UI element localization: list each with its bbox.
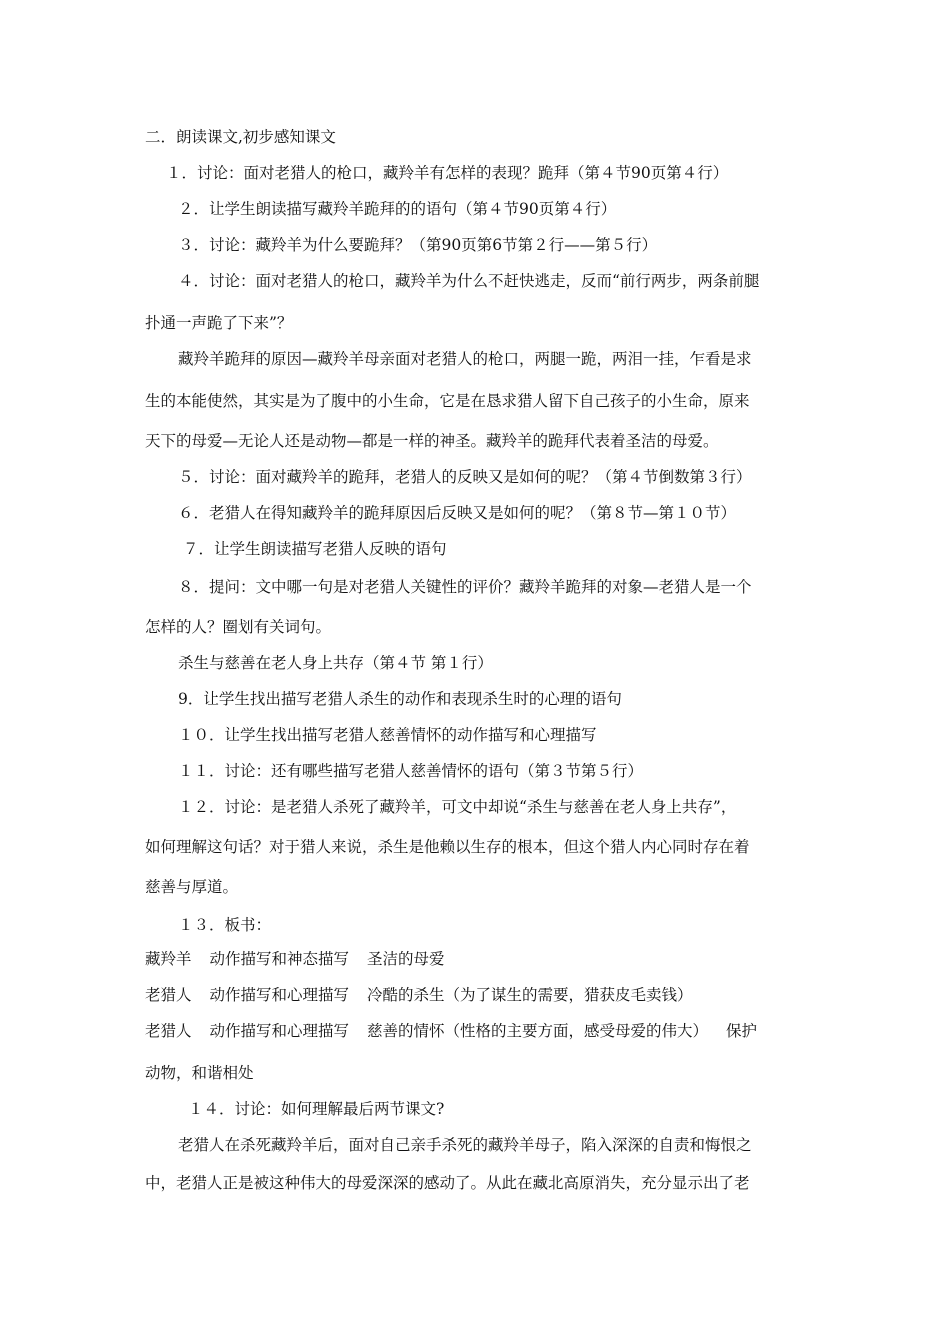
paragraph-line: ８．提问：文中哪一句是对老猎人关键性的评价？藏羚羊跪拜的对象—老猎人是一个 [178, 578, 752, 596]
paragraph-line: 老猎人在杀死藏羚羊后，面对自己亲手杀死的藏羚羊母子，陷入深深的自责和悔恨之 [178, 1136, 752, 1154]
board-note: 冷酷的杀生（为了谋生的需要，猎获皮毛卖钱） [367, 986, 693, 1004]
board-subject: 老猎人 [145, 1022, 192, 1040]
paragraph-line: １１．讨论：还有哪些描写老猎人慈善情怀的语句（第３节第５行） [178, 762, 644, 780]
board-desc: 动作描写和心理描写 [209, 986, 350, 1004]
paragraph-line: 扑通一声跪了下来”？ [145, 314, 293, 332]
paragraph-line: 如何理解这句话？对于猎人来说，杀生是他赖以生存的根本，但这个猎人内心同时存在着 [145, 838, 750, 856]
paragraph-line: 慈善与厚道。 [145, 878, 239, 896]
board-row [145, 948, 815, 970]
paragraph-line: ５．讨论：面对藏羚羊的跪拜，老猎人的反映又是如何的呢？（第４节倒数第３行） [178, 468, 752, 486]
paragraph-line: 动物，和谐相处 [145, 1064, 254, 1082]
paragraph-line: 藏羚羊跪拜的原因—藏羚羊母亲面对老猎人的枪口，两腿一跪，两泪一挂，乍看是求 [178, 350, 752, 368]
paragraph-line: ７．让学生朗读描写老猎人反映的语句 [183, 540, 447, 558]
paragraph-line: ６．老猎人在得知藏羚羊的跪拜原因后反映又是如何的呢？（第８节—第１０节） [178, 504, 737, 522]
board-row [145, 1020, 815, 1042]
paragraph-line: ３．讨论：藏羚羊为什么要跪拜？（第90页第6节第２行——第５行） [178, 236, 658, 254]
board-extra: 保护 [726, 1022, 758, 1040]
paragraph-line: 天下的母爱—无论人还是动物—都是一样的神圣。藏羚羊的跪拜代表着圣洁的母爱。 [145, 432, 719, 450]
paragraph-line: 怎样的人？圈划有关词句。 [145, 618, 332, 636]
board-desc: 动作描写和神态描写 [209, 950, 350, 968]
board-note: 圣洁的母爱 [367, 950, 445, 968]
paragraph-line: 中，老猎人正是被这种伟大的母爱深深的感动了。从此在藏北高原消失，充分显示出了老 [145, 1174, 750, 1192]
paragraph-line: ４．讨论：面对老猎人的枪口，藏羚羊为什么不赶快逃走，反而“前行两步，两条前腿 [178, 272, 760, 290]
paragraph-line: １０．让学生找出描写老猎人慈善情怀的动作描写和心理描写 [178, 726, 597, 744]
board-row [145, 984, 815, 1006]
section-heading: 二．朗读课文,初步感知课文 [145, 128, 336, 146]
board-subject: 老猎人 [145, 986, 192, 1004]
paragraph-line: １３．板书： [178, 916, 272, 934]
board-desc: 动作描写和心理描写 [209, 1022, 350, 1040]
paragraph-line: １２．讨论：是老猎人杀死了藏羚羊，可文中却说“杀生与慈善在老人身上共存”， [178, 798, 737, 816]
paragraph-line: １．讨论：面对老猎人的枪口，藏羚羊有怎样的表现？跪拜（第４节90页第４行） [166, 164, 729, 182]
paragraph-line: 生的本能使然，其实是为了腹中的小生命，它是在恳求猎人留下自己孩子的小生命，原来 [145, 392, 750, 410]
paragraph-line: ２．让学生朗读描写藏羚羊跪拜的的语句（第４节90页第４行） [178, 200, 617, 218]
paragraph-line: １４．讨论：如何理解最后两节课文? [188, 1100, 445, 1118]
paragraph-line: 9．让学生找出描写老猎人杀生的动作和表现杀生时的心理的语句 [178, 690, 622, 708]
paragraph-line: 杀生与慈善在老人身上共存（第４节 第１行） [178, 654, 493, 672]
board-note: 慈善的情怀（性格的主要方面，感受母爱的伟大） [367, 1022, 709, 1040]
board-subject: 藏羚羊 [145, 950, 192, 968]
